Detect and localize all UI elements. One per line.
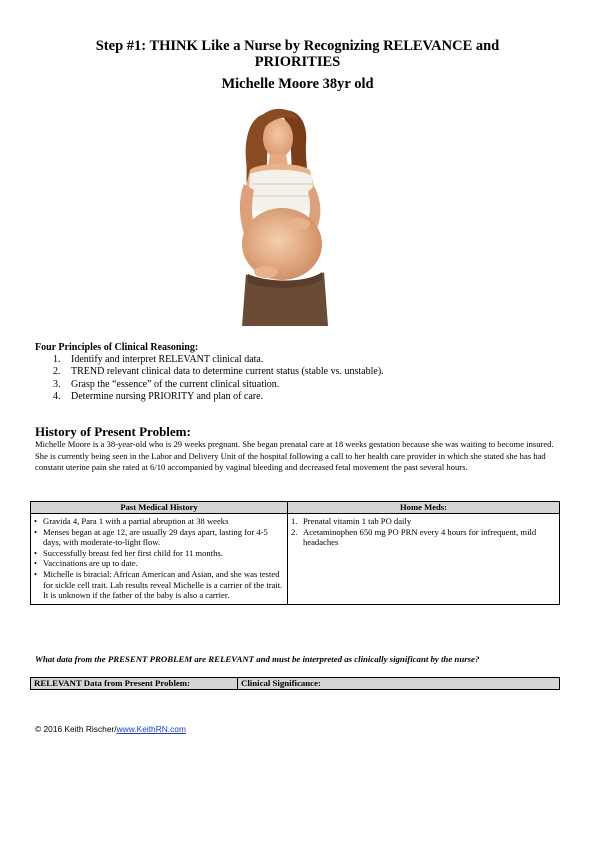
list-text: Prenatal vitamin 1 tab PO daily: [303, 516, 412, 526]
meds-cell: [288, 514, 560, 605]
list-number: 4.: [53, 391, 61, 403]
list-number: 1.: [53, 354, 61, 365]
list-text: Identify and interpret RELEVANT clinical data.: [71, 354, 264, 365]
list-item: • Michelle is biracial: African American and Asian, and she was tested for sickle cell trait. Lab results reveal Michelle is a carrier of the trait. It is unknown if the father of the baby is also a carrier.: [34, 569, 284, 601]
list-number: 2.: [53, 366, 61, 378]
list-item: [291, 516, 556, 527]
meds-list: [291, 516, 556, 548]
relevant-data-table: [30, 677, 560, 690]
patient-subtitle: Michelle Moore 38yr old: [221, 76, 374, 92]
list-text: Grasp the “essence” of the current clinical situation.: [71, 378, 280, 390]
relevance-question: What data from the PRESENT PROBLEM are RELEVANT and must be interpreted as clinically significant by the nurse?: [35, 654, 480, 664]
list-item: • Menses began at age 12, are usually 29 days apart, lasting for 4-5 days, with moderate-to-light flow.: [34, 527, 284, 548]
footer-copyright: [35, 724, 186, 734]
list-item: • Gravida 4, Para 1 with a partial abruption at 38 weeks: [34, 516, 284, 527]
list-item: [291, 527, 556, 548]
history-paragraph: Michelle Moore is a 38-year-old who is 29 weeks pregnant. She began prenatal care at 18 weeks gestation because she was waiting to become insured. She is currently being seen in the Labor and Delivery Unit of the hospital following a call to her health care provider in which she stated she has had constant uterine pain she rated at 6/10 accompanied by vaginal bleeding and decreased fetal movement the past several hours.: [35, 439, 554, 472]
list-text: Determine nursing PRIORITY and plan of care.: [71, 391, 264, 403]
list-text: Acetaminophen 650 mg PO PRN every 4 hours for infrequent, mild headaches: [303, 526, 537, 548]
list-number: 2.: [291, 526, 298, 537]
list-item: [35, 354, 384, 366]
relevant-data-header: RELEVANT Data from Present Problem:: [31, 678, 238, 690]
page-title: Step #1: THINK Like a Nurse by Recognizing RELEVANCE and PRIORITIES: [95, 38, 500, 70]
website-link[interactable]: www.KeithRN.com: [116, 724, 186, 734]
medical-history-table: [30, 501, 560, 605]
list-number: 3.: [53, 378, 61, 390]
past-medical-history-header: Past Medical History: [31, 502, 288, 514]
principles-list: [35, 354, 384, 404]
history-bullet-list: [34, 516, 284, 601]
list-item: [35, 366, 384, 378]
list-item: • Successfully breast fed her first child for 11 months.: [34, 548, 284, 559]
list-text: TREND relevant clinical data to determine current status (stable vs. unstable).: [71, 366, 384, 378]
list-item: [35, 379, 384, 391]
list-item: [35, 391, 384, 403]
pregnant-woman-photo: [220, 104, 350, 326]
copyright-text: © 2016 Keith Rischer/: [35, 724, 117, 734]
clinical-significance-header: Clinical Significance:: [238, 678, 560, 690]
history-heading: History of Present Problem:: [35, 424, 191, 439]
list-item: • Vaccinations are up to date.: [34, 558, 284, 569]
list-number: 1.: [291, 516, 298, 526]
history-cell: [31, 514, 288, 605]
home-meds-header: Home Meds:: [288, 502, 560, 514]
principles-heading: Four Principles of Clinical Reasoning:: [35, 342, 199, 353]
